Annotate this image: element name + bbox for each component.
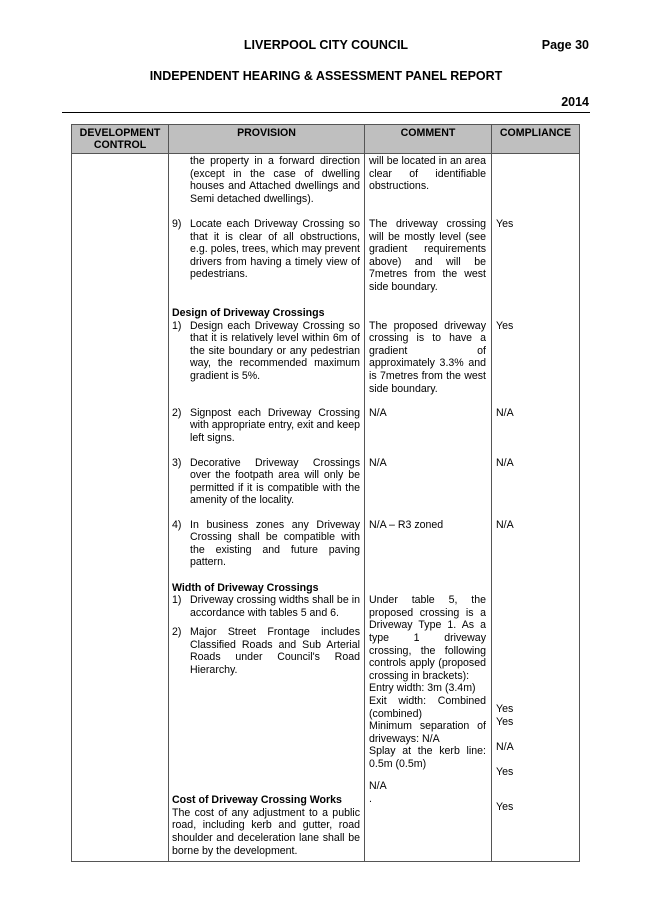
design-item-1-compliance: Yes <box>496 319 514 332</box>
design-item-1-provision: Design each Driveway Crossing so that it is relatively level within 6m of the site boundary or any pedestrian way, the recommended maximum gradient is 5%. <box>190 319 360 382</box>
design-item-2-compliance: N/A <box>496 406 514 419</box>
provision-cell: the property in a forward direction (except in the case of dwelling houses and Attached dwellings and Semi detached dwellings). 9) Locate each Driveway Crossing so that it is clear of all obstructions, e.g. poles, trees, which may prevent drivers from having a timely view of pedestrians. Design of Driveway Crossings 1) Design each Driveway Crossing so that it is relatively level within 6m of the site boundary or any pedestrian way, the recommended maximum gradient is 5%. 2) Signpost each Driveway Crossing with appropriate entry, exit and keep left signs. 3) Decorative Driveway Crossings over the footpath area will only be permitted if it is compatible with the amenity of the locality. 4) In business zones any Driveway Crossing shall be compatible with the existing and future paving pattern. Width of Driveway Crossings 1) Driveway crossing widths shall be in accordance with tables 5 and 6. 2) Major Street Frontage includes Classified Roads and Sub Arterial Roads under Council's Road Hierarchy. Cost of Driveway Crossing Works The cost of any adjustment to a public road, including kerb and gutter, road shoulder and deceleration lane shall be borne by the development. <box>169 154 365 862</box>
width-entry-compliance: Yes <box>496 703 514 716</box>
report-year: 2014 <box>561 95 589 109</box>
width-exit-compliance: Yes <box>496 715 514 728</box>
compliance-cell <box>492 154 580 862</box>
continued-provision-text: the property in a forward direction (except in the case of dwelling houses and Attached dwellings and Semi detached dwellings). <box>190 155 360 205</box>
design-item-4-compliance: N/A <box>496 518 514 531</box>
width-line-separation: Minimum separation of driveways: N/A <box>369 720 486 745</box>
table-header-row <box>72 125 580 154</box>
width-line-splay: Splay at the kerb line: 0.5m (0.5m) <box>369 745 486 770</box>
cost-provision: The cost of any adjustment to a public road, including kerb and gutter, road shoulder and deceleration lane shall be borne by the development. <box>172 806 360 857</box>
table-row <box>72 154 580 862</box>
width-heading: Width of Driveway Crossings <box>172 581 319 594</box>
width-line-entry: Entry width: 3m (3.4m) <box>369 682 476 695</box>
council-title: LIVERPOOL CITY COUNCIL <box>243 38 409 52</box>
header-divider <box>62 112 590 113</box>
report-subtitle: INDEPENDENT HEARING & ASSESSMENT PANEL REPORT <box>149 69 503 83</box>
col-header-development-control: DEVELOPMENT CONTROL <box>72 125 169 154</box>
cost-heading: Cost of Driveway Crossing Works <box>172 794 342 807</box>
design-item-4-comment: N/A – R3 zoned <box>369 518 444 531</box>
col-header-comment: COMMENT <box>365 125 492 154</box>
width-line-exit: Exit width: Combined (combined) <box>369 694 486 720</box>
col-header-compliance: COMPLIANCE <box>492 125 580 154</box>
comment-cell <box>365 154 492 862</box>
width-item-1-provision: Driveway crossing widths shall be in accordance with tables 5 and 6. <box>190 594 360 619</box>
col-header-provision: PROVISION <box>169 125 365 154</box>
width-splay-compliance: Yes <box>496 766 514 779</box>
design-item-2-provision: Signpost each Driveway Crossing with appropriate entry, exit and keep left signs. <box>190 406 360 444</box>
design-item-1-comment: The proposed driveway crossing is to have a gradient of approximately 3.3% and is 7metres from the west side boundary. <box>369 319 486 395</box>
cost-comment-dot: . <box>369 792 372 805</box>
design-item-3-provision: Decorative Driveway Crossings over the footpath area will only be permitted if it is compatible with the amenity of the locality. <box>190 456 360 507</box>
page-number: Page 30 <box>541 38 589 52</box>
item-9-compliance: Yes <box>496 218 514 230</box>
cost-compliance: Yes <box>496 801 514 814</box>
design-heading: Design of Driveway Crossings <box>172 307 325 319</box>
assessment-table <box>71 124 580 862</box>
width-comment-intro: Under table 5, the proposed crossing is a Driveway Type 1. As a type 1 driveway crossing, the following controls apply (proposed crossing in brackets): <box>369 594 486 682</box>
development-control-cell <box>72 154 169 862</box>
width-item-2-provision: Major Street Frontage includes Classified Roads and Sub Arterial Roads under Council's Road Hierarchy. <box>190 626 360 676</box>
design-item-3-comment: N/A <box>369 456 387 469</box>
design-item-3-compliance: N/A <box>496 456 514 469</box>
item-9-comment: The driveway crossing will be mostly level (see gradient requirements above) and will be 7metres from the west side boundary. <box>369 218 486 293</box>
item-9-provision: Locate each Driveway Crossing so that it is clear of all obstructions, e.g. poles, trees, which may prevent drivers from having a timely view of pedestrians. <box>190 218 360 281</box>
design-item-4-provision: In business zones any Driveway Crossing shall be compatible with the existing and future paving pattern. <box>190 518 360 569</box>
width-separation-compliance: N/A <box>496 740 514 753</box>
design-item-2-comment: N/A <box>369 406 387 419</box>
continued-comment-text: will be located in an area clear of identifiable obstructions. <box>369 155 486 193</box>
cost-comment: N/A <box>369 780 387 793</box>
